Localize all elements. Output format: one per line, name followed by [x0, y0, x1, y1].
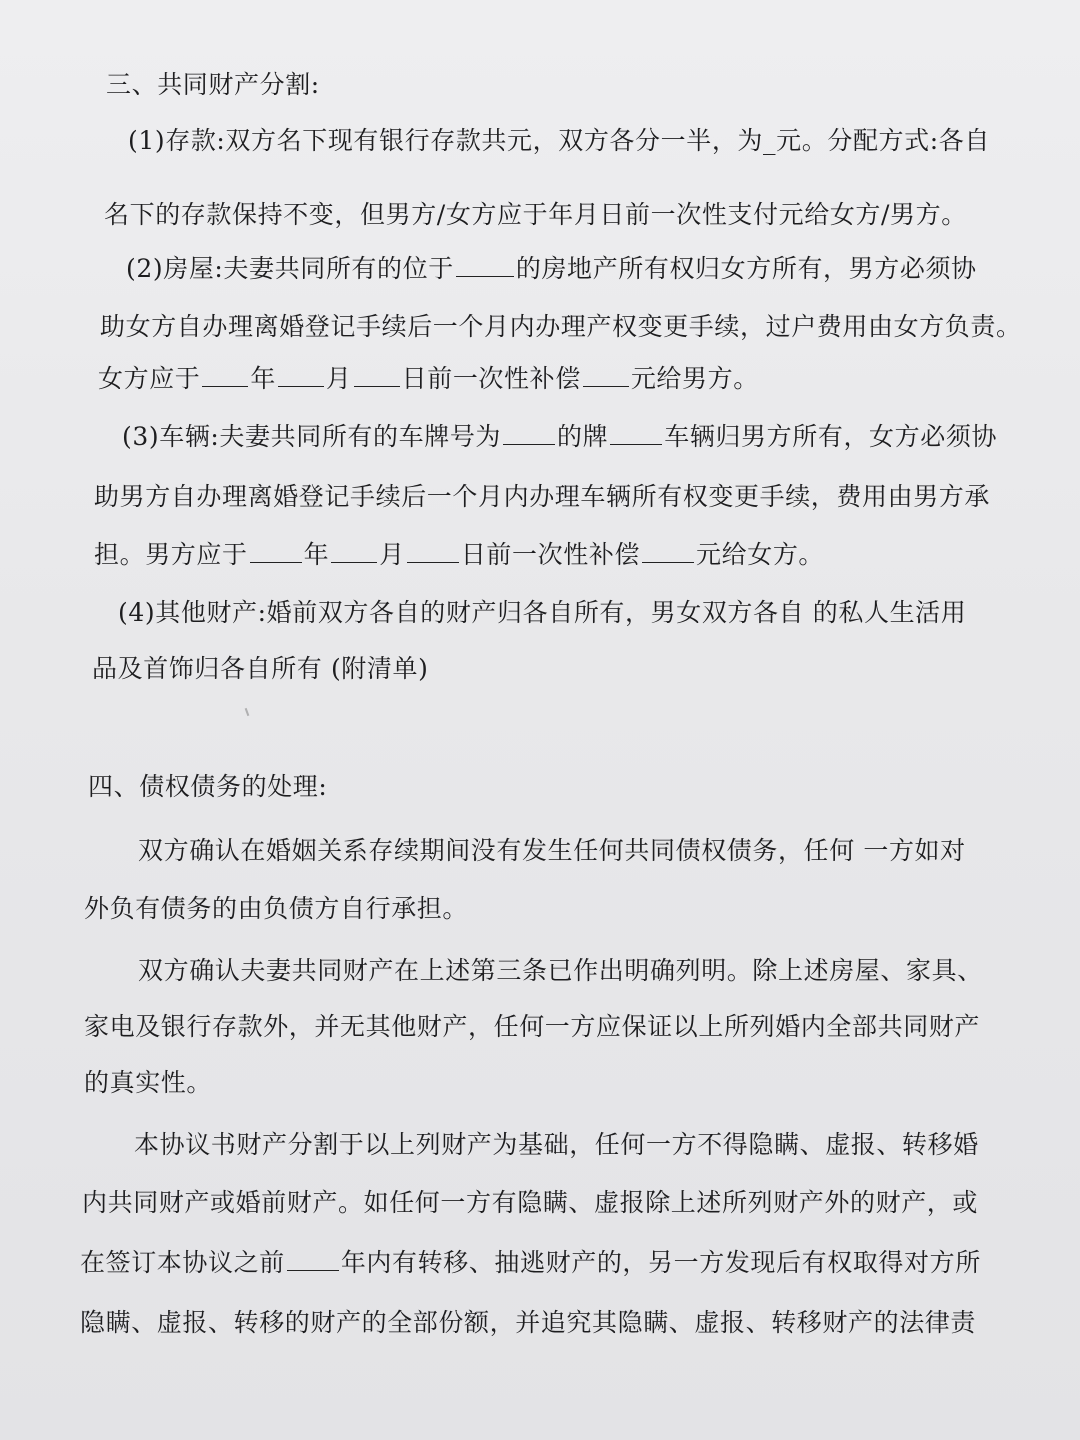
item-3-line-1-a: (3)车辆:夫妻共同所有的车牌号为 — [122, 422, 502, 451]
para-3-line-3-a: 在签订本协议之前 — [80, 1248, 285, 1277]
para-1-line-1: 双方确认在婚姻关系存续期间没有发生任何共同债权债务，任何 一方如对 — [138, 836, 966, 865]
para-3-line-4: 隐瞒、虚报、转移的财产的全部份额，并追究其隐瞒、虚报、转移财产的法律责 — [80, 1308, 977, 1337]
para-3-line-3-b: 年内有转移、抽逃财产的，另一方发现后有权取得对方所 — [340, 1248, 981, 1277]
para-2-line-3: 的真实性。 — [84, 1068, 213, 1097]
item-3-line-1 — [122, 420, 997, 454]
section-3-heading: 三、共同财产分割: — [106, 70, 320, 99]
day-blank — [407, 542, 459, 563]
section-4-heading: 四、债权债务的处理: — [88, 772, 328, 801]
item-2-line-2: 助女方自办理离婚登记手续后一个月内办理产权变更手续，过户费用由女方负责。 — [100, 312, 1022, 341]
amount-blank — [642, 542, 694, 563]
para-1-line-2: 外负有债务的由负债方自行承担。 — [84, 894, 469, 923]
item-2-line-3-e: 元给男方。 — [630, 364, 759, 393]
year-blank — [202, 366, 248, 387]
item-4-line-2: 品及首饰归各自所有 (附清单) — [92, 654, 429, 683]
para-3-line-3 — [80, 1246, 981, 1280]
item-2-line-1 — [126, 252, 977, 286]
item-2-line-3-d: 日前一次性补偿 — [401, 364, 581, 393]
item-4-line-1: (4)其他财产:婚前双方各自的财产归各自所有，男女双方各自 的私人生活用 — [118, 598, 967, 627]
item-3-line-3-d: 日前一次性补偿 — [460, 540, 641, 569]
item-3-line-3-b: 年 — [303, 540, 330, 569]
address-blank — [456, 256, 514, 277]
month-blank — [331, 542, 377, 563]
item-2-line-1-start: (2)房屋:夫妻共同所有的位于 — [126, 254, 454, 283]
brand-blank — [610, 424, 662, 445]
item-2-line-3-c: 月 — [326, 364, 352, 393]
item-3-line-1-b: 的牌 — [557, 422, 609, 451]
item-2-line-1-end: 的房地产所有权归女方所有，男方必须协 — [515, 254, 977, 283]
item-1-line-1: (1)存款:双方名下现有银行存款共元，双方各分一半，为_元。分配方式:各自 — [128, 126, 990, 155]
item-2-line-3-b: 年 — [250, 364, 277, 393]
years-blank — [287, 1250, 339, 1271]
amount-blank — [583, 366, 629, 387]
item-1-line-2: 名下的存款保持不变，但男方/女方应于年月日前一次性支付元给女方/男方。 — [104, 200, 967, 229]
paper-speck — [245, 708, 250, 716]
item-3-line-3-e: 元给女方。 — [696, 540, 825, 569]
item-3-line-2: 助男方自办理离婚登记手续后一个月内办理车辆所有权变更手续，费用由男方承 — [94, 482, 991, 511]
item-2-line-3-a: 女方应于 — [98, 364, 201, 393]
plate-blank — [503, 424, 555, 445]
item-3-line-1-c: 车辆归男方所有，女方必须协 — [664, 422, 998, 451]
para-2-line-2: 家电及银行存款外，并无其他财产，任何一方应保证以上所列婚内全部共同财产 — [84, 1012, 981, 1041]
item-3-line-3-c: 月 — [379, 540, 405, 569]
year-blank — [250, 542, 302, 563]
para-3-line-2: 内共同财产或婚前财产。如任何一方有隐瞒、虚报除上述所列财产外的财产，或 — [82, 1188, 979, 1217]
day-blank — [354, 366, 400, 387]
item-3-line-3-a: 担。男方应于 — [94, 540, 248, 569]
month-blank — [278, 366, 324, 387]
para-2-line-1: 双方确认夫妻共同财产在上述第三条已作出明确列明。除上述房屋、家具、 — [138, 956, 983, 985]
para-3-line-1: 本协议书财产分割于以上列财产为基础，任何一方不得隐瞒、虚报、转移婚 — [134, 1130, 979, 1159]
item-3-line-3 — [94, 538, 824, 572]
item-2-line-3 — [98, 362, 759, 396]
